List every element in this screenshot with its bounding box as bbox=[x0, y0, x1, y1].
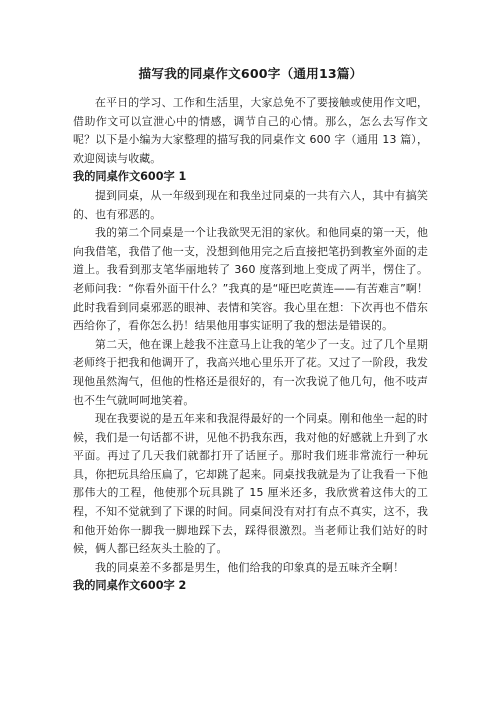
section-1-paragraph-4: 现在我要说的是五年来和我混得最好的一个同桌。刚和他坐一起的时候，我们是一句话都不讲，见他不扔我东西，我对他的好感就上升到了水平面。再过了几天我们就都打开了话匣子。那时我们班非常流行一种玩具，你把玩具给压扁了，它却跳了起来。同桌找我就是为了让我看一下他那伟大的工程，他使那个玩具跳了 15 厘米还多，我欣赏着这伟大的工程，不知不觉就到了下课的时间。同桌间没有对打有点不真实，这不，我和他开始你一脚我一脚地踩下去，踩得很激烈。当老师让我们站好的时候，俩人都已经灰头土脸的了。 bbox=[73, 412, 428, 556]
section-1-paragraph-1: 提到同桌，从一年级到现在和我坐过同桌的一共有六人，其中有搞笑的、也有邪恶的。 bbox=[73, 188, 428, 221]
section-heading-1: 我的同桌作文600字 1 bbox=[73, 170, 187, 184]
section-heading-2: 我的同桌作文600字 2 bbox=[73, 579, 187, 593]
document-title: 描写我的同桌作文600字（通用13篇） bbox=[138, 66, 363, 81]
section-1-paragraph-3: 第二天，他在课上趁我不注意马上让我的笔少了一支。过了几个星期老师终于把我和他调开了，我高兴地心里乐开了花。又过了一阶段，我发现他虽然淘气，但他的性格还是很好的，有一次我说了他几句，他不吱声也不生气就呵呵地笑着。 bbox=[73, 337, 428, 407]
section-1-paragraph-5: 我的同桌差不多都是男生，他们给我的印象真的是五味齐全啊！ bbox=[95, 560, 405, 574]
section-1-paragraph-2: 我的第二个同桌是一个让我欲哭无泪的家伙。和他同桌的第一天，他向我借笔，我借了他一支，没想到他用完之后直接把笔扔到教室外面的走道上。我看到那支笔华丽地转了 360 度落到地上变成了两半，愣住了。老师问我：“你看外面干什么？”我真的是“哑巴吃黄连——有苦难言”啊！此时我看到同桌邪恶的眼神、表情和笑容。我心里在想：下次再也不借东西给你了，看你怎么扔！结果他用事实证明了我的想法是错误的。 bbox=[73, 226, 428, 333]
intro-paragraph: 在平日的学习、工作和生活里，大家总免不了要接触或使用作文吧，借助作文可以宣泄心中的情感，调节自己的心情。那么，怎么去写作文呢？以下是小编为大家整理的描写我的同桌作文 600 字（通用 13 篇），欢迎阅读与收藏。 bbox=[73, 96, 428, 165]
